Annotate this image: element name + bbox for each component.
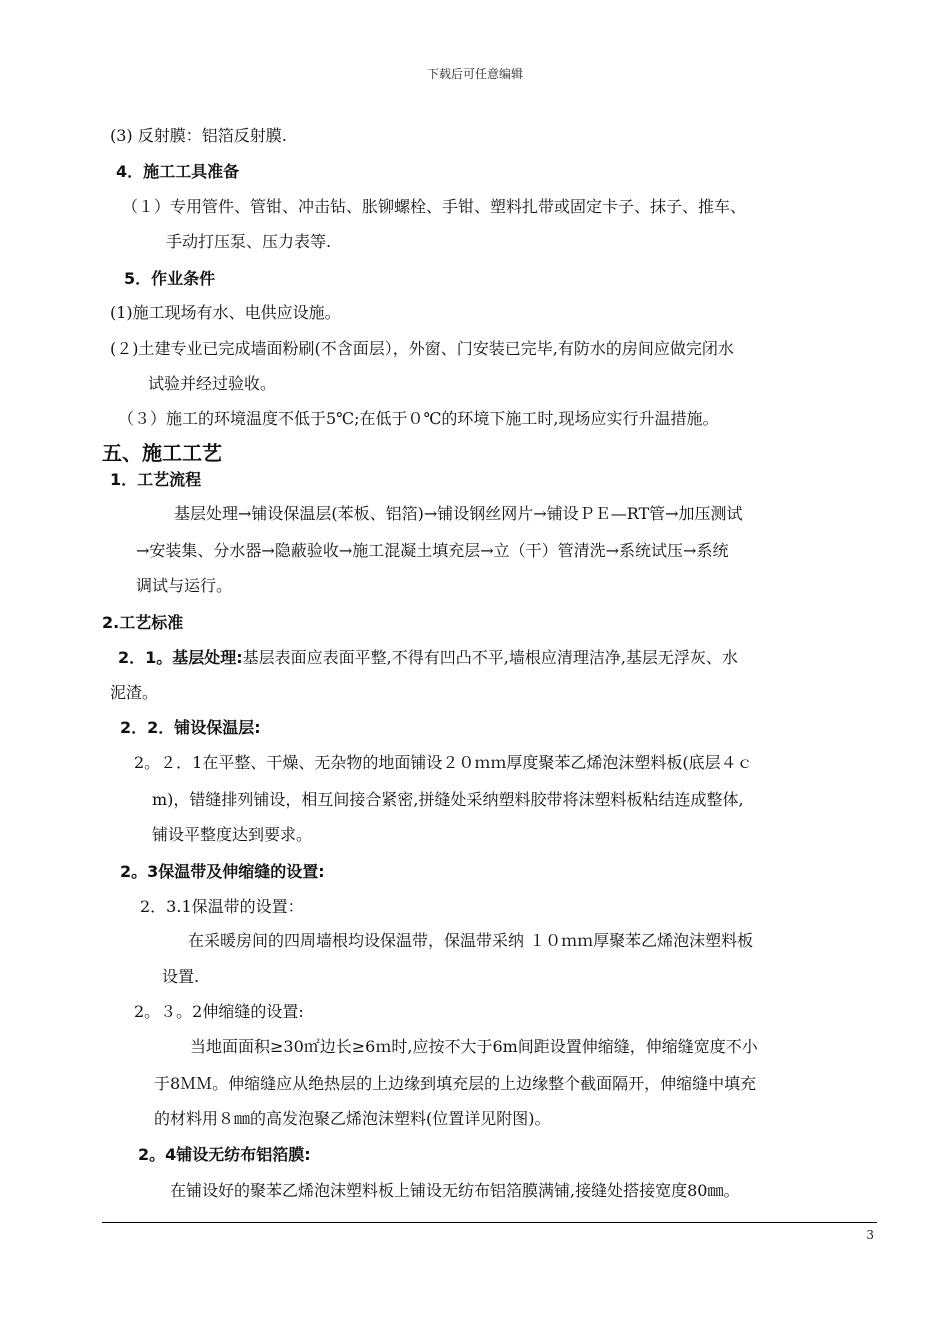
text-line: 基层处理→铺设保温层(苯板、铝箔)→铺设钢丝网片→铺设ＰＥ—RT管→加压测试 — [174, 504, 743, 523]
section-heading: 2。3保温带及伸缩缝的设置: — [120, 862, 325, 881]
text-line: 手动打压泵、压力表等. — [166, 232, 332, 251]
text-line: m)，错缝排列铺设，相互间接合紧密,拼缝处采纳塑料胶带将沫塑料板粘结连成整体, — [152, 790, 744, 809]
page-header: 下载后可任意编辑 — [426, 67, 523, 81]
section-heading: 2．2．铺设保温层: — [120, 718, 261, 737]
text-line: （１）专用管件、管钳、冲击钻、胀铆螺栓、手钳、塑料扎带或固定卡子、抹子、推车、 — [122, 197, 747, 216]
inline-heading: 2．1。基层处理: — [118, 648, 243, 667]
section-heading: 4．施工工具准备 — [116, 162, 240, 181]
text-line: 调试与运行。 — [136, 576, 233, 595]
section-heading: 1．工艺流程 — [110, 470, 202, 489]
text-line: 当地面面积≥30㎡边长≥6ｍ时,应按不大于6m间距设置伸缩缝，伸缩缝宽度不小 — [190, 1037, 758, 1056]
text-line: 2。３。2伸缩缝的设置: — [134, 1002, 304, 1021]
text-line: 泥渣。 — [110, 683, 159, 702]
text-line: （３）施工的环境温度不低于5℃;在低于０℃的环境下施工时,现场应实行升温措施。 — [118, 409, 719, 428]
footer-divider — [102, 1222, 877, 1223]
section-heading: 5．作业条件 — [124, 269, 216, 288]
text-line: 试验并经过验收。 — [148, 374, 277, 393]
text-line: 于8ＭＭ。伸缩缝应从绝热层的上边缘到填充层的上边缘整个截面隔开，伸缩缝中填充 — [154, 1074, 757, 1093]
text-line: →安装集、分水器→隐蔽验收→施工混凝土填充层→立（干）管清洗→系统试压→系统 — [136, 541, 729, 560]
text-line: 铺设平整度达到要求。 — [152, 825, 313, 844]
text-line: (1)施工现场有水、电供应设施。 — [110, 303, 341, 322]
page-number: 3 — [866, 1228, 874, 1242]
text-line: 在铺设好的聚苯乙烯泡沫塑料板上铺设无纺布铝箔膜满铺,接缝处搭接宽度80㎜。 — [170, 1181, 740, 1200]
section-heading: 2。4铺设无纺布铝箔膜: — [138, 1145, 311, 1164]
chapter-heading: 五、施工工艺 — [102, 441, 222, 465]
text-line: 在采暖房间的四周墙根均设保温带，保温带采纳 １０ｍｍ厚聚苯乙烯泡沫塑料板 — [188, 931, 754, 950]
inline-text: 基层表面应表面平整,不得有凹凸不平,墙根应清理洁净,基层无浮灰、水 — [242, 648, 738, 667]
text-line: 2．3.1保温带的设置： — [140, 897, 304, 916]
text-line: 2。２．1在平整、干燥、无杂物的地面铺设２０ｍｍ厚度聚苯乙烯泡沫塑料板(底层４ｃ — [134, 753, 753, 772]
text-line — [118, 647, 738, 669]
text-line: 设置. — [162, 967, 200, 986]
section-heading: 2.工艺标准 — [102, 613, 184, 632]
text-line: (２)土建专业已完成墙面粉刷(不含面层），外窗、门安装已完毕,有防水的房间应做完闭水 — [110, 339, 734, 358]
text-line: (3) 反射膜：铝箔反射膜. — [110, 126, 287, 145]
text-line: 的材料用８㎜的高发泡聚乙烯泡沫塑料(位置详见附图)。 — [154, 1109, 551, 1128]
